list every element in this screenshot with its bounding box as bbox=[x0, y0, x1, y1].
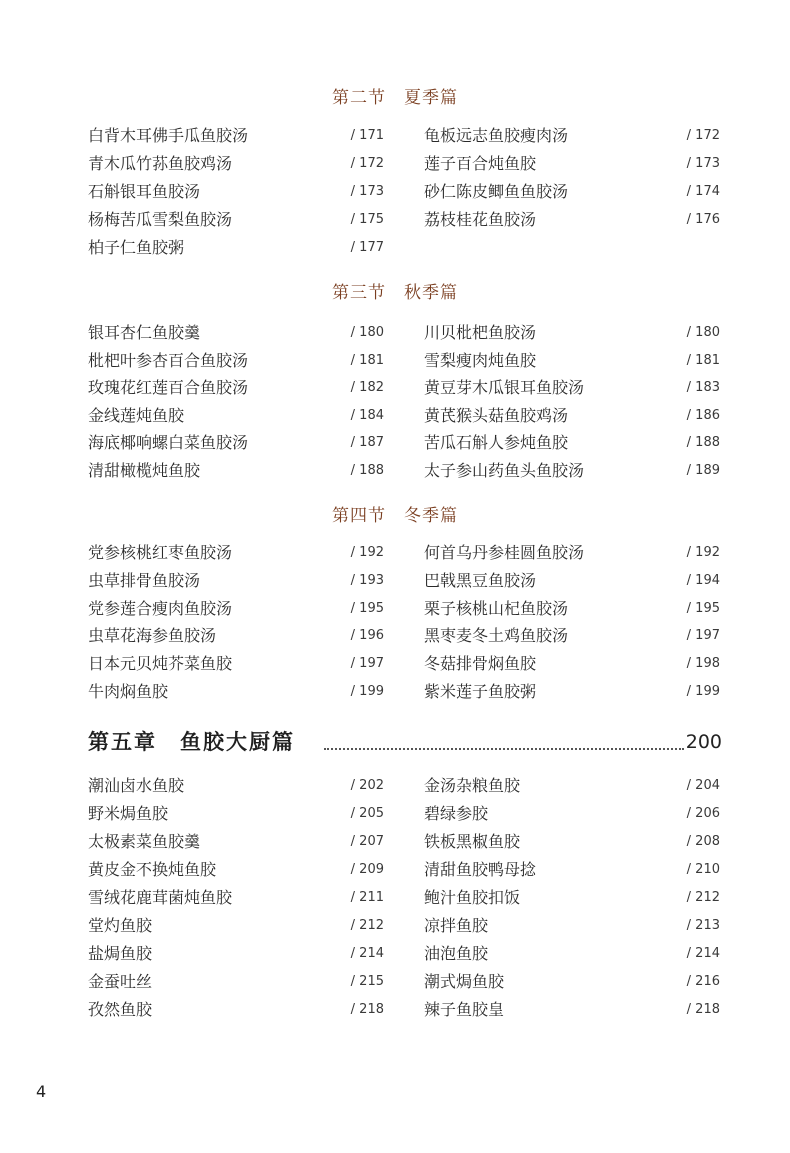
toc-entry-page: / 188 bbox=[350, 463, 384, 478]
toc-entry-title: 虫草花海参鱼胶汤 bbox=[88, 626, 217, 645]
toc-entry[interactable] bbox=[424, 680, 720, 704]
toc-entry-title: 太极素菜鱼胶羹 bbox=[88, 832, 201, 851]
toc-entry-title: 铁板黑椒鱼胶 bbox=[424, 832, 521, 851]
toc-entry-title: 玫瑰花红莲百合鱼胶汤 bbox=[88, 378, 249, 397]
toc-entry[interactable] bbox=[88, 404, 384, 428]
toc-entry-page: / 199 bbox=[350, 684, 384, 699]
toc-entry[interactable] bbox=[88, 459, 384, 483]
chapter-title: 第五章 鱼胶大厨篇 bbox=[88, 729, 295, 754]
toc-entry-title: 杨梅苦瓜雪梨鱼胶汤 bbox=[88, 210, 233, 229]
chapter-heading[interactable] bbox=[88, 728, 722, 758]
toc-entry[interactable] bbox=[424, 459, 720, 483]
toc-entry-title: 牛肉焖鱼胶 bbox=[88, 682, 169, 701]
toc-entry-title: 黄皮金不换炖鱼胶 bbox=[88, 860, 217, 879]
toc-entry-title: 银耳杏仁鱼胶羹 bbox=[88, 323, 201, 342]
toc-entry[interactable] bbox=[424, 541, 720, 565]
section-title-autumn: 第三节 秋季篇 bbox=[332, 283, 458, 303]
page-number: 4 bbox=[36, 1082, 47, 1101]
toc-entry[interactable] bbox=[424, 124, 720, 148]
toc-entry-page: / 202 bbox=[350, 778, 384, 793]
toc-entry-title: 党参莲合瘦肉鱼胶汤 bbox=[88, 599, 233, 618]
toc-entry-page: / 195 bbox=[686, 601, 720, 616]
toc-entry-title: 枇杷叶参杏百合鱼胶汤 bbox=[88, 351, 249, 370]
toc-entry-title: 川贝枇杷鱼胶汤 bbox=[424, 323, 537, 342]
toc-entry-page: / 209 bbox=[350, 862, 384, 877]
toc-entry-title: 凉拌鱼胶 bbox=[424, 916, 489, 935]
toc-entry-page: / 212 bbox=[350, 918, 384, 933]
toc-entry-page: / 184 bbox=[350, 408, 384, 423]
toc-entry[interactable] bbox=[424, 404, 720, 428]
toc-entry-title: 虫草排骨鱼胶汤 bbox=[88, 571, 201, 590]
toc-entry[interactable] bbox=[88, 802, 384, 826]
toc-entry-title: 野米焗鱼胶 bbox=[88, 804, 169, 823]
toc-entry[interactable] bbox=[88, 858, 384, 882]
toc-entry-page: / 180 bbox=[350, 325, 384, 340]
chapter-page-number: 200 bbox=[685, 731, 722, 753]
toc-entry-title: 巴戟黑豆鱼胶汤 bbox=[424, 571, 537, 590]
toc-entry-title: 黑枣麦冬土鸡鱼胶汤 bbox=[424, 626, 569, 645]
toc-entry-title: 龟板远志鱼胶瘦肉汤 bbox=[424, 126, 569, 145]
toc-entry[interactable] bbox=[424, 942, 720, 966]
toc-entry[interactable] bbox=[424, 569, 720, 593]
toc-entry-title: 冬菇排骨焖鱼胶 bbox=[424, 654, 537, 673]
toc-entry[interactable] bbox=[424, 321, 720, 345]
toc-entry-title: 潮式焗鱼胶 bbox=[424, 972, 505, 991]
toc-entry-page: / 212 bbox=[686, 890, 720, 905]
toc-entry-page: / 194 bbox=[686, 573, 720, 588]
toc-entry-title: 太子参山药鱼头鱼胶汤 bbox=[424, 461, 585, 480]
toc-entry-page: / 218 bbox=[686, 1002, 720, 1017]
toc-entry-title: 日本元贝炖芥菜鱼胶 bbox=[88, 654, 233, 673]
toc-entry-page: / 208 bbox=[686, 834, 720, 849]
toc-entry-title: 辣子鱼胶皇 bbox=[424, 1000, 505, 1019]
toc-entry[interactable] bbox=[88, 180, 384, 204]
toc-entry-page: / 186 bbox=[686, 408, 720, 423]
toc-entry-page: / 207 bbox=[350, 834, 384, 849]
toc-entry-title: 砂仁陈皮鲫鱼鱼胶汤 bbox=[424, 182, 569, 201]
toc-entry[interactable] bbox=[88, 970, 384, 994]
toc-entry[interactable] bbox=[424, 652, 720, 676]
toc-entry[interactable] bbox=[88, 652, 384, 676]
toc-entry-page: / 206 bbox=[686, 806, 720, 821]
toc-entry-page: / 197 bbox=[686, 628, 720, 643]
toc-entry-title: 金汤杂粮鱼胶 bbox=[424, 776, 521, 795]
toc-entry-page: / 216 bbox=[686, 974, 720, 989]
toc-entry-page: / 176 bbox=[686, 212, 720, 227]
toc-entry-page: / 189 bbox=[686, 463, 720, 478]
toc-entry-page: / 172 bbox=[686, 128, 720, 143]
toc-entry-title: 金蚕吐丝 bbox=[88, 972, 153, 991]
toc-entry-page: / 177 bbox=[350, 240, 384, 255]
toc-entry[interactable] bbox=[424, 597, 720, 621]
toc-entry[interactable] bbox=[88, 886, 384, 910]
toc-entry-page: / 192 bbox=[350, 545, 384, 560]
dot-leader bbox=[324, 748, 684, 750]
toc-entry[interactable] bbox=[424, 208, 720, 232]
toc-entry[interactable] bbox=[424, 180, 720, 204]
toc-entry-page: / 172 bbox=[350, 156, 384, 171]
toc-entry-page: / 197 bbox=[350, 656, 384, 671]
toc-entry-title: 盐焗鱼胶 bbox=[88, 944, 153, 963]
toc-entry-page: / 199 bbox=[686, 684, 720, 699]
toc-entry[interactable] bbox=[88, 597, 384, 621]
section-title-summer: 第二节 夏季篇 bbox=[332, 88, 458, 108]
toc-entry-page: / 175 bbox=[350, 212, 384, 227]
toc-entry[interactable] bbox=[424, 802, 720, 826]
toc-entry-title: 清甜橄榄炖鱼胶 bbox=[88, 461, 201, 480]
toc-entry[interactable] bbox=[88, 774, 384, 798]
toc-entry-title: 青木瓜竹荪鱼胶鸡汤 bbox=[88, 154, 233, 173]
toc-entry-title: 油泡鱼胶 bbox=[424, 944, 489, 963]
toc-entry-page: / 188 bbox=[686, 435, 720, 450]
toc-entry-page: / 181 bbox=[686, 353, 720, 368]
toc-entry[interactable] bbox=[88, 431, 384, 455]
toc-entry-page: / 187 bbox=[350, 435, 384, 450]
toc-entry-page: / 204 bbox=[686, 778, 720, 793]
toc-entry-page: / 174 bbox=[686, 184, 720, 199]
toc-entry-title: 雪绒花鹿茸菌炖鱼胶 bbox=[88, 888, 233, 907]
toc-entry-page: / 198 bbox=[686, 656, 720, 671]
toc-entry[interactable] bbox=[424, 431, 720, 455]
toc-entry-page: / 182 bbox=[350, 380, 384, 395]
toc-entry[interactable] bbox=[424, 886, 720, 910]
toc-entry-page: / 215 bbox=[350, 974, 384, 989]
toc-entry[interactable] bbox=[424, 998, 720, 1022]
toc-entry-page: / 211 bbox=[350, 890, 384, 905]
toc-entry-title: 莲子百合炖鱼胶 bbox=[424, 154, 537, 173]
toc-entry-title: 黄豆芽木瓜银耳鱼胶汤 bbox=[424, 378, 585, 397]
toc-entry[interactable] bbox=[88, 124, 384, 148]
toc-entry-page: / 183 bbox=[686, 380, 720, 395]
toc-entry-title: 碧绿参胶 bbox=[424, 804, 489, 823]
toc-entry[interactable] bbox=[88, 208, 384, 232]
toc-entry[interactable] bbox=[88, 569, 384, 593]
toc-entry-title: 金线莲炖鱼胶 bbox=[88, 406, 185, 425]
toc-entry-page: / 218 bbox=[350, 1002, 384, 1017]
toc-entry[interactable] bbox=[424, 349, 720, 373]
section-title-winter: 第四节 冬季篇 bbox=[332, 506, 458, 526]
toc-entry[interactable] bbox=[424, 830, 720, 854]
toc-entry[interactable] bbox=[88, 152, 384, 176]
toc-entry[interactable] bbox=[88, 349, 384, 373]
toc-entry[interactable] bbox=[424, 774, 720, 798]
toc-entry[interactable] bbox=[88, 830, 384, 854]
toc-entry[interactable] bbox=[424, 376, 720, 400]
toc-entry[interactable] bbox=[88, 680, 384, 704]
toc-entry[interactable] bbox=[88, 321, 384, 345]
toc-entry-title: 何首乌丹参桂圆鱼胶汤 bbox=[424, 543, 585, 562]
toc-entry-page: / 214 bbox=[350, 946, 384, 961]
toc-entry-title: 石斛银耳鱼胶汤 bbox=[88, 182, 201, 201]
toc-entry-title: 柏子仁鱼胶粥 bbox=[88, 238, 185, 257]
toc-entry-page: / 180 bbox=[686, 325, 720, 340]
toc-entry-title: 党参核桃红枣鱼胶汤 bbox=[88, 543, 233, 562]
toc-entry[interactable] bbox=[88, 624, 384, 648]
toc-entry-page: / 196 bbox=[350, 628, 384, 643]
toc-entry-title: 栗子核桃山杞鱼胶汤 bbox=[424, 599, 569, 618]
toc-entry[interactable] bbox=[88, 914, 384, 938]
toc-entry[interactable] bbox=[424, 970, 720, 994]
toc-entry-title: 黄芪猴头菇鱼胶鸡汤 bbox=[424, 406, 569, 425]
toc-entry-title: 清甜鱼胶鸭母捻 bbox=[424, 860, 537, 879]
toc-entry-title: 苦瓜石斛人参炖鱼胶 bbox=[424, 433, 569, 452]
toc-entry-title: 紫米莲子鱼胶粥 bbox=[424, 682, 537, 701]
toc-entry-title: 海底椰响螺白菜鱼胶汤 bbox=[88, 433, 249, 452]
toc-entry-page: / 213 bbox=[686, 918, 720, 933]
toc-entry-page: / 181 bbox=[350, 353, 384, 368]
toc-entry[interactable] bbox=[424, 914, 720, 938]
toc-entry-page: / 214 bbox=[686, 946, 720, 961]
toc-entry[interactable] bbox=[424, 624, 720, 648]
toc-entry-title: 雪梨瘦肉炖鱼胶 bbox=[424, 351, 537, 370]
toc-entry-page: / 171 bbox=[350, 128, 384, 143]
toc-entry-title: 荔枝桂花鱼胶汤 bbox=[424, 210, 537, 229]
toc-entry[interactable] bbox=[424, 858, 720, 882]
toc-entry-page: / 173 bbox=[350, 184, 384, 199]
toc-entry[interactable] bbox=[88, 236, 384, 260]
toc-entry-title: 潮汕卤水鱼胶 bbox=[88, 776, 185, 795]
toc-entry-page: / 192 bbox=[686, 545, 720, 560]
toc-entry-title: 白背木耳佛手瓜鱼胶汤 bbox=[88, 126, 249, 145]
toc-entry[interactable] bbox=[424, 152, 720, 176]
toc-entry-page: / 193 bbox=[350, 573, 384, 588]
toc-entry-page: / 195 bbox=[350, 601, 384, 616]
toc-entry[interactable] bbox=[88, 998, 384, 1022]
toc-entry-title: 鲍汁鱼胶扣饭 bbox=[424, 888, 521, 907]
toc-entry-page: / 205 bbox=[350, 806, 384, 821]
toc-entry-page: / 173 bbox=[686, 156, 720, 171]
toc-entry-page: / 210 bbox=[686, 862, 720, 877]
toc-entry[interactable] bbox=[88, 942, 384, 966]
toc-entry-title: 堂灼鱼胶 bbox=[88, 916, 153, 935]
toc-entry-title: 孜然鱼胶 bbox=[88, 1000, 153, 1019]
toc-entry[interactable] bbox=[88, 376, 384, 400]
toc-entry[interactable] bbox=[88, 541, 384, 565]
